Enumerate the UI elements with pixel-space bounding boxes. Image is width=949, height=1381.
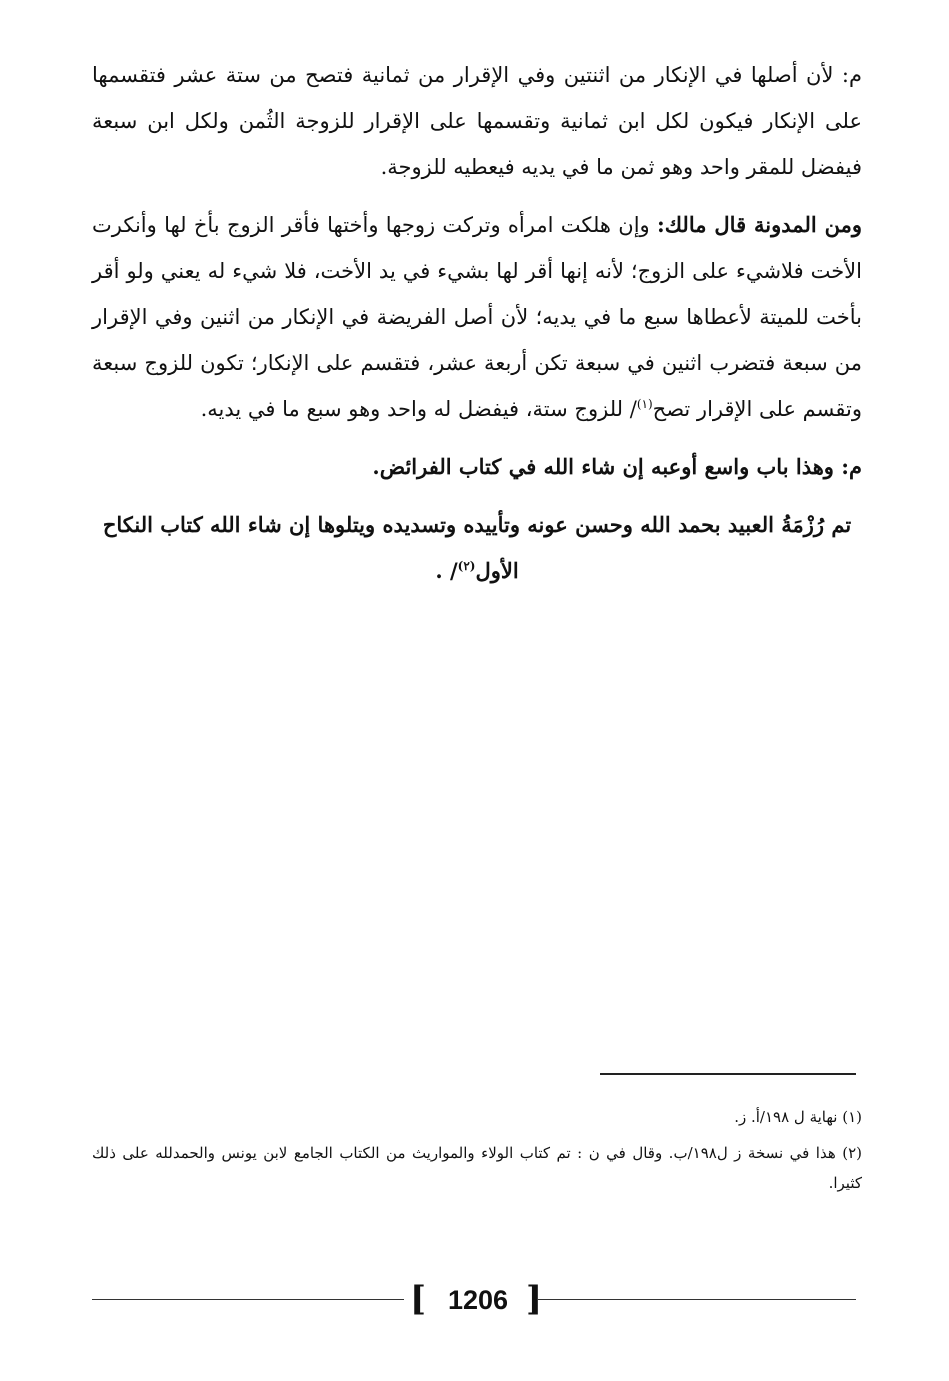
paragraph-1: م: لأن أصلها في الإنكار من اثنتين وفي الإقرار من ثمانية فتصح من ستة عشر فتقسمها على الإنكار فيكون لكل ابن ثمانية وتقسمها على الإقرار للزوجة الثُمن ولكل ابن سبعة فيفضل للمقر واحد وهو ثمن ما في يديه فيعطيه للزوجة. [92,63,862,179]
paragraph-2-body-a: وإن هلكت امرأه وتركت زوجها وأختها فأقر الزوج بأخ لها وأنكرت الأخت فلاشيء على الزوج؛ لأنه إنها أقر لها بشيء في يد الأخت، فلا شيء له يعني ولو أقر بأخت للميتة لأعطاها سبع ما في يديه؛ لأن أصل الفريضة في الإنكار من اثنين وفي الإقرار من سبعة فتضرب اثنين في سبعة تكن أربعة عشر، فتقسم على الإنكار؛ تكون للزوج سبعة وتقسم على الإقرار تصح [92,213,862,421]
footer-rule-left [92,1299,404,1300]
page-number-bracket-left: [ [410,1279,427,1319]
paragraph-2 [92,202,862,432]
footnotes [92,1102,862,1204]
footnote-2: (٢) هذا في نسخة ز ل١٩٨/ب. وقال في ن : تم كتاب الولاء والمواريث من الكتاب الجامع لابن يونس والحمدلله على ذلك كثيرا. [92,1144,862,1192]
footnote-ref-2: (٢) [457,559,476,573]
main-text [92,52,862,594]
page-footer [92,1278,856,1322]
footer-rule-right [538,1299,856,1300]
page-number: 1206 [447,1285,509,1315]
page-number-bracket-right: ] [526,1279,543,1319]
closing-statement [92,502,862,594]
footnote-1: (١) نهاية ل ١٩٨/أ. ز. [734,1108,862,1126]
paragraph-2-lead: ومن المدونة قال مالك: [656,212,862,237]
paragraph-2-body-b: / للزوج ستة، فيفضل له واحد وهو سبع ما في يديه. [200,397,637,421]
closing-text: تم رُزْمَةُ العبيد بحمد الله وحسن عونه وتأييده وتسديده ويتلوها إن شاء الله كتاب النكاح الأول [102,512,852,583]
footnote-ref-1: (١) [636,397,653,411]
footnote-separator [600,1073,856,1075]
paragraph-3: م: وهذا باب واسع أوعبه إن شاء الله في كتاب الفرائض. [372,454,862,479]
closing-end: / . [435,558,458,583]
